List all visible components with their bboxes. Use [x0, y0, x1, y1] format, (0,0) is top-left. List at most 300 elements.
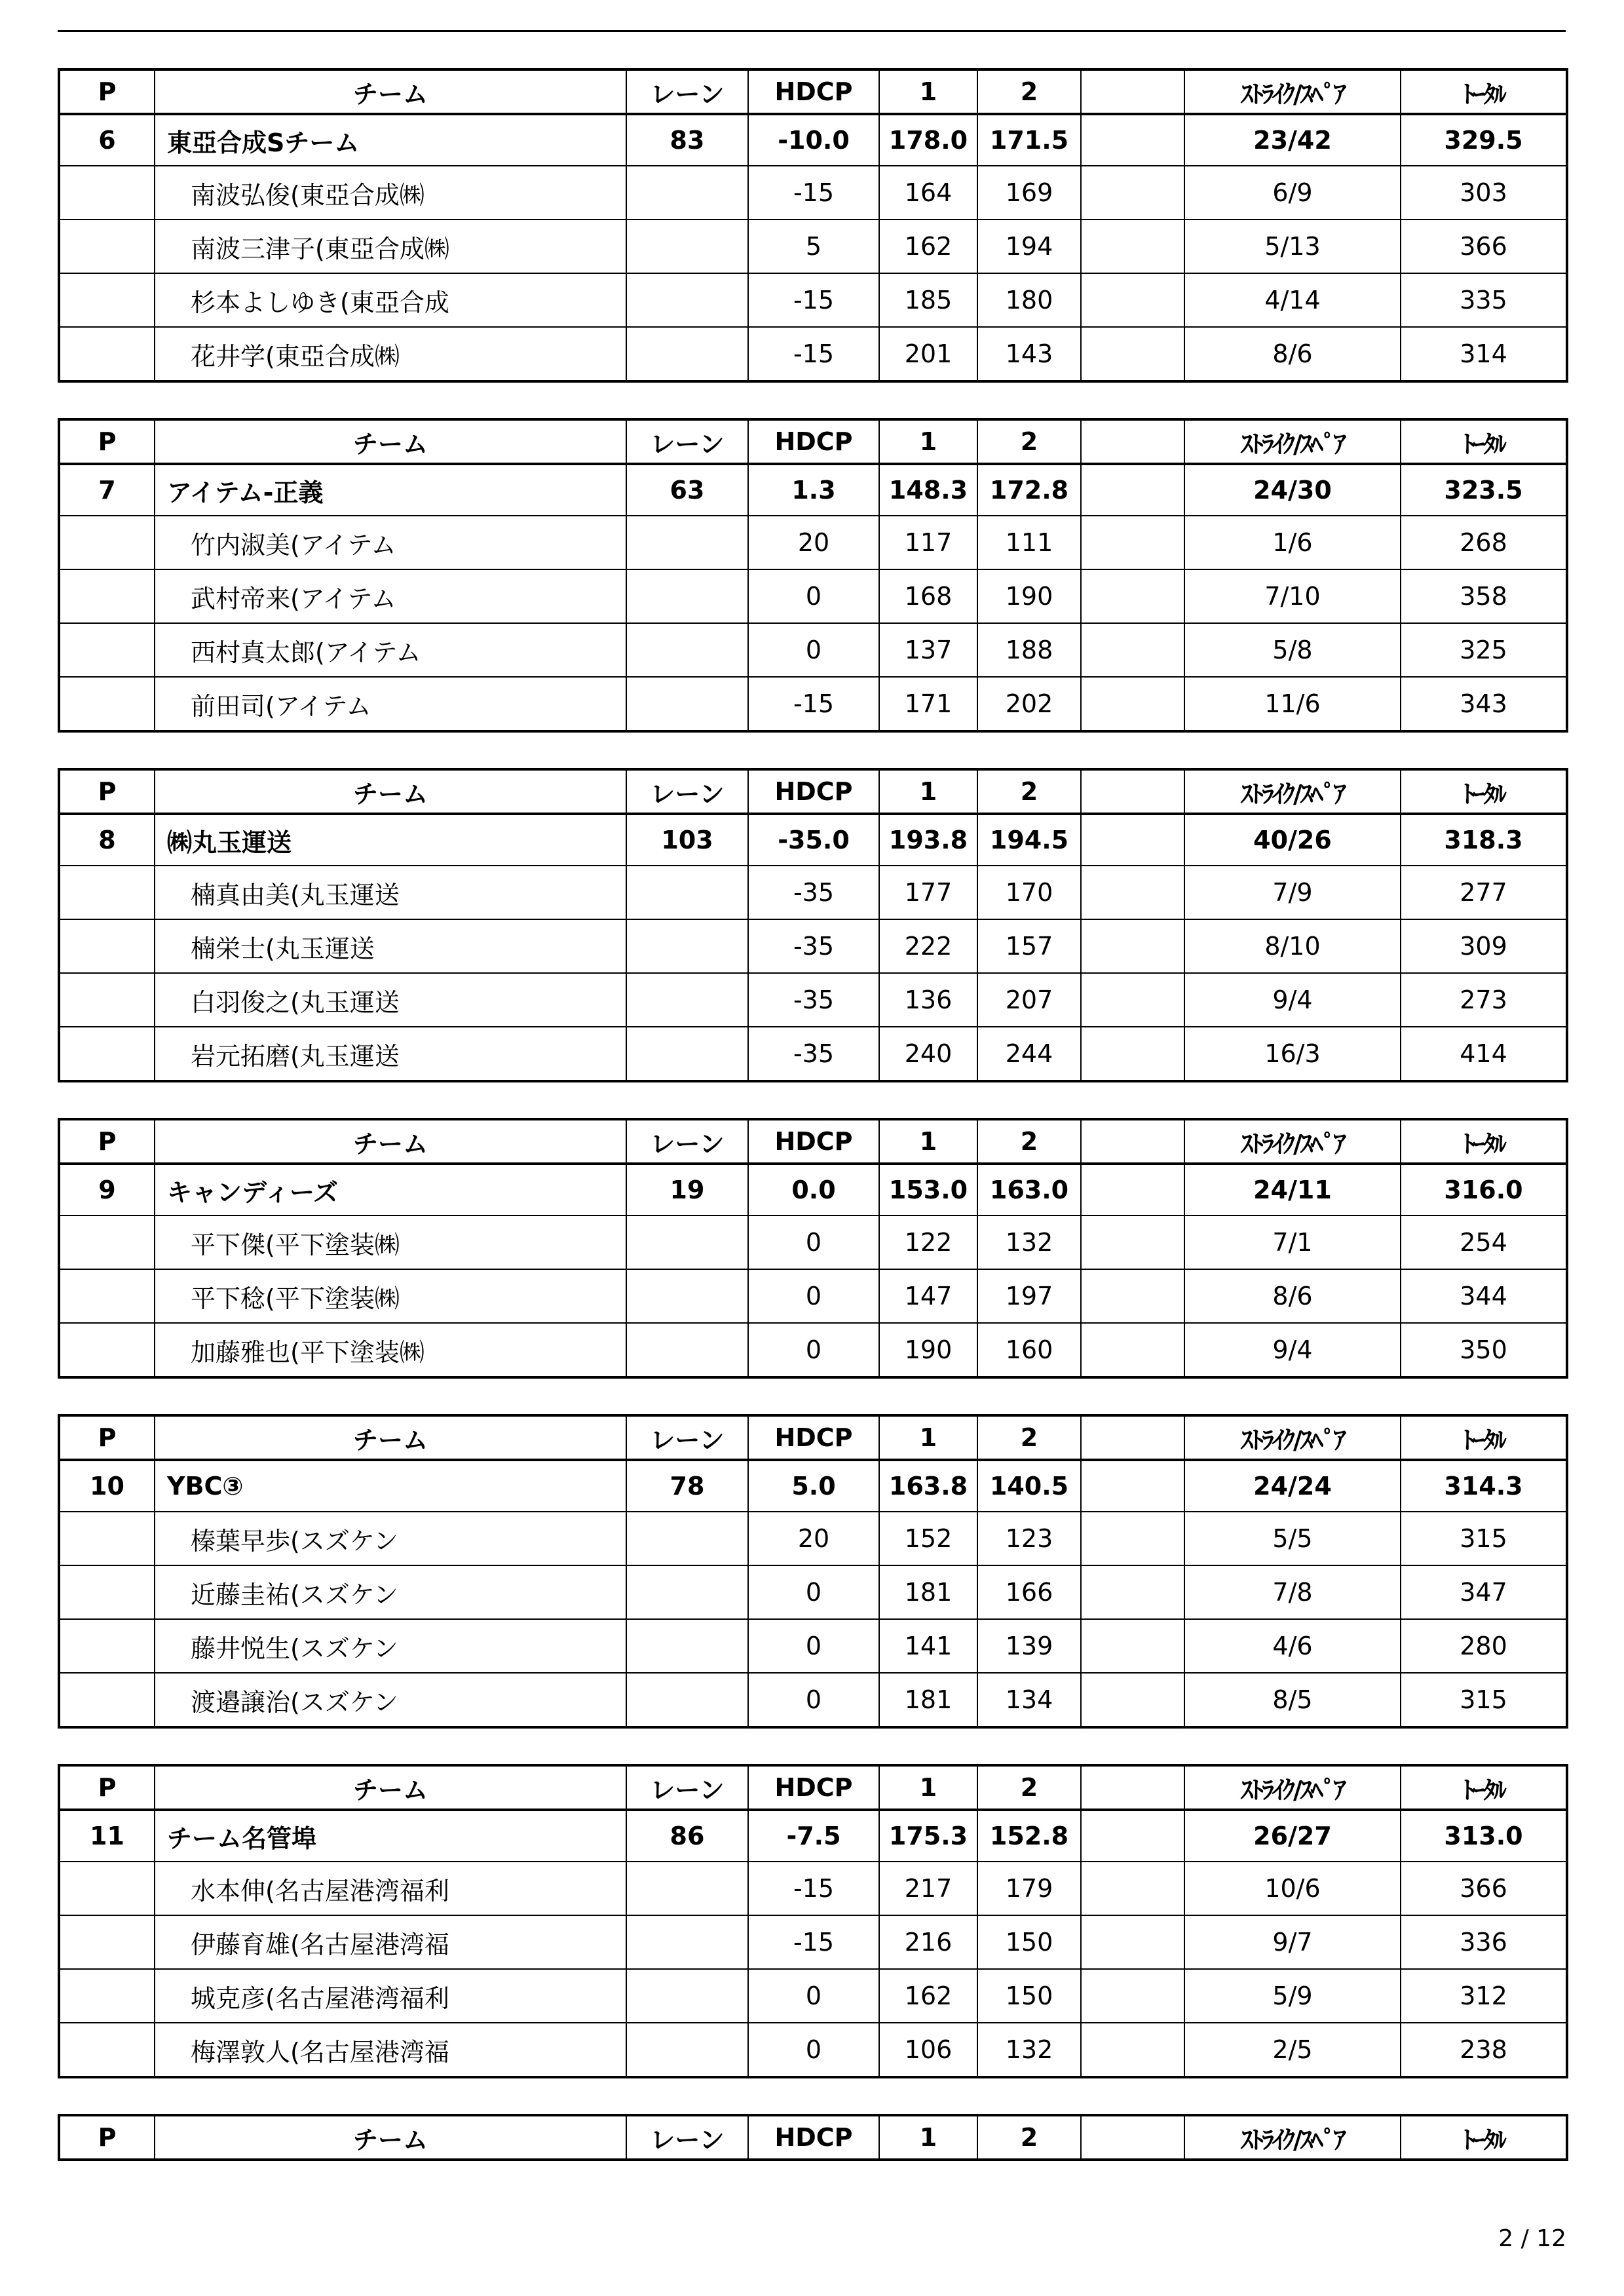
member-name: 平下傑(平下塗装㈱: [155, 1215, 626, 1269]
header-blank: [1081, 69, 1184, 114]
header-g2: 2: [977, 419, 1081, 464]
member-hdcp: -15: [748, 327, 879, 381]
member-blank: [1081, 516, 1184, 569]
header-blank: [1081, 1765, 1184, 1810]
member-blank: [1081, 623, 1184, 677]
team-row: [59, 814, 1567, 866]
member-game1: 122: [879, 1215, 977, 1269]
member-game2: 132: [977, 2023, 1081, 2077]
member-strike-spare: 9/7: [1184, 1915, 1401, 1969]
member-game1: 190: [879, 1323, 977, 1377]
header-strike: ｽﾄﾗｲｸ/ｽﾍﾟｱ: [1184, 419, 1401, 464]
member-name: 城克彦(名古屋港湾福利: [155, 1969, 626, 2023]
member-strike-spare: 8/6: [1184, 1269, 1401, 1323]
results-tables: [58, 68, 1566, 2196]
header-hdcp: HDCP: [748, 2115, 879, 2160]
member-total: 366: [1401, 1862, 1567, 1915]
team-name: キャンディーズ: [155, 1164, 626, 1215]
member-position: [59, 1512, 155, 1565]
member-strike-spare: 10/6: [1184, 1862, 1401, 1915]
member-hdcp: 0: [748, 623, 879, 677]
member-blank: [1081, 1215, 1184, 1269]
header-total: ﾄｰﾀﾙ: [1401, 1119, 1567, 1164]
member-row: [59, 1027, 1567, 1081]
team-hdcp: -35.0: [748, 814, 879, 866]
member-hdcp: -15: [748, 273, 879, 327]
member-position: [59, 919, 155, 973]
team-game1: 163.8: [879, 1460, 977, 1512]
header-p: P: [59, 419, 155, 464]
team-strike-spare: 24/11: [1184, 1164, 1401, 1215]
team-game1: 178.0: [879, 114, 977, 166]
header-row: [59, 1415, 1567, 1460]
member-total: 366: [1401, 220, 1567, 273]
member-strike-spare: 7/10: [1184, 569, 1401, 623]
header-total: ﾄｰﾀﾙ: [1401, 1415, 1567, 1460]
member-blank: [1081, 919, 1184, 973]
member-position: [59, 1215, 155, 1269]
team-blank: [1081, 1810, 1184, 1862]
member-position: [59, 677, 155, 731]
header-hdcp: HDCP: [748, 1765, 879, 1810]
member-game2: 188: [977, 623, 1081, 677]
team-game1: 193.8: [879, 814, 977, 866]
member-blank: [1081, 166, 1184, 220]
team-total: 318.3: [1401, 814, 1567, 866]
team-blank: [1081, 1164, 1184, 1215]
member-name: 楠栄士(丸玉運送: [155, 919, 626, 973]
member-total: 347: [1401, 1565, 1567, 1619]
member-game2: 202: [977, 677, 1081, 731]
member-name: 伊藤育雄(名古屋港湾福: [155, 1915, 626, 1969]
header-g1: 1: [879, 69, 977, 114]
member-total: 325: [1401, 623, 1567, 677]
header-strike: ｽﾄﾗｲｸ/ｽﾍﾟｱ: [1184, 2115, 1401, 2160]
team-result-table: [58, 1764, 1568, 2078]
member-name: 白羽俊之(丸玉運送: [155, 973, 626, 1027]
member-position: [59, 1565, 155, 1619]
member-strike-spare: 7/1: [1184, 1215, 1401, 1269]
team-position: 6: [59, 114, 155, 166]
member-total: 358: [1401, 569, 1567, 623]
header-g1: 1: [879, 1415, 977, 1460]
header-blank: [1081, 1119, 1184, 1164]
team-name: アイテム-正義: [155, 464, 626, 516]
member-game2: 139: [977, 1619, 1081, 1673]
member-strike-spare: 8/5: [1184, 1673, 1401, 1727]
member-game1: 222: [879, 919, 977, 973]
member-blank: [1081, 220, 1184, 273]
member-strike-spare: 5/8: [1184, 623, 1401, 677]
member-lane: [626, 1969, 748, 2023]
team-game1: 148.3: [879, 464, 977, 516]
header-team: チーム: [155, 419, 626, 464]
member-total: 309: [1401, 919, 1567, 973]
member-lane: [626, 973, 748, 1027]
team-row: [59, 464, 1567, 516]
team-position: 7: [59, 464, 155, 516]
team-lane: 86: [626, 1810, 748, 1862]
member-name: 竹内淑美(アイテム: [155, 516, 626, 569]
header-p: P: [59, 1765, 155, 1810]
header-g1: 1: [879, 1119, 977, 1164]
member-game2: 197: [977, 1269, 1081, 1323]
member-row: [59, 1619, 1567, 1673]
header-lane: レーン: [626, 1765, 748, 1810]
team-position: 9: [59, 1164, 155, 1215]
member-row: [59, 1215, 1567, 1269]
member-row: [59, 919, 1567, 973]
member-strike-spare: 6/9: [1184, 166, 1401, 220]
team-result-table: [58, 768, 1568, 1082]
member-blank: [1081, 1862, 1184, 1915]
member-game2: 111: [977, 516, 1081, 569]
member-position: [59, 1027, 155, 1081]
member-lane: [626, 1915, 748, 1969]
header-strike: ｽﾄﾗｲｸ/ｽﾍﾟｱ: [1184, 69, 1401, 114]
member-total: 280: [1401, 1619, 1567, 1673]
team-result-table: [58, 2114, 1568, 2161]
member-name: 梅澤敦人(名古屋港湾福: [155, 2023, 626, 2077]
member-lane: [626, 1269, 748, 1323]
team-lane: 78: [626, 1460, 748, 1512]
member-strike-spare: 5/5: [1184, 1512, 1401, 1565]
member-blank: [1081, 1323, 1184, 1377]
member-hdcp: -35: [748, 1027, 879, 1081]
team-result-table: [58, 1118, 1568, 1379]
member-game1: 217: [879, 1862, 977, 1915]
member-name: 平下稔(平下塗装㈱: [155, 1269, 626, 1323]
team-row: [59, 114, 1567, 166]
header-g1: 1: [879, 1765, 977, 1810]
member-game2: 179: [977, 1862, 1081, 1915]
member-hdcp: 20: [748, 516, 879, 569]
header-total: ﾄｰﾀﾙ: [1401, 769, 1567, 814]
member-game2: 207: [977, 973, 1081, 1027]
team-blank: [1081, 464, 1184, 516]
member-lane: [626, 1565, 748, 1619]
member-lane: [626, 1323, 748, 1377]
member-game2: 134: [977, 1673, 1081, 1727]
member-row: [59, 1862, 1567, 1915]
member-strike-spare: 1/6: [1184, 516, 1401, 569]
member-position: [59, 1619, 155, 1673]
member-hdcp: 0: [748, 1269, 879, 1323]
team-strike-spare: 23/42: [1184, 114, 1401, 166]
member-game2: 194: [977, 220, 1081, 273]
member-blank: [1081, 327, 1184, 381]
member-position: [59, 220, 155, 273]
member-hdcp: 0: [748, 1673, 879, 1727]
member-name: 近藤圭祐(スズケン: [155, 1565, 626, 1619]
member-lane: [626, 1215, 748, 1269]
member-lane: [626, 623, 748, 677]
member-strike-spare: 7/9: [1184, 866, 1401, 919]
header-lane: レーン: [626, 769, 748, 814]
team-total: 316.0: [1401, 1164, 1567, 1215]
member-strike-spare: 4/14: [1184, 273, 1401, 327]
member-total: 277: [1401, 866, 1567, 919]
member-position: [59, 1915, 155, 1969]
member-total: 336: [1401, 1915, 1567, 1969]
header-row: [59, 1765, 1567, 1810]
member-game2: 123: [977, 1512, 1081, 1565]
team-name: YBC③: [155, 1460, 626, 1512]
member-game1: 177: [879, 866, 977, 919]
header-hdcp: HDCP: [748, 1119, 879, 1164]
member-blank: [1081, 273, 1184, 327]
member-lane: [626, 677, 748, 731]
member-row: [59, 1323, 1567, 1377]
member-lane: [626, 2023, 748, 2077]
member-blank: [1081, 1969, 1184, 2023]
header-team: チーム: [155, 1119, 626, 1164]
header-total: ﾄｰﾀﾙ: [1401, 1765, 1567, 1810]
team-strike-spare: 24/24: [1184, 1460, 1401, 1512]
header-lane: レーン: [626, 1119, 748, 1164]
member-blank: [1081, 1619, 1184, 1673]
member-game2: 157: [977, 919, 1081, 973]
member-game1: 162: [879, 1969, 977, 2023]
member-blank: [1081, 973, 1184, 1027]
member-hdcp: 0: [748, 1215, 879, 1269]
member-game2: 160: [977, 1323, 1081, 1377]
member-blank: [1081, 2023, 1184, 2077]
header-p: P: [59, 1119, 155, 1164]
header-blank: [1081, 769, 1184, 814]
member-total: 315: [1401, 1673, 1567, 1727]
member-name: 岩元拓磨(丸玉運送: [155, 1027, 626, 1081]
team-game2: 172.8: [977, 464, 1081, 516]
team-total: 323.5: [1401, 464, 1567, 516]
header-g2: 2: [977, 1119, 1081, 1164]
member-lane: [626, 919, 748, 973]
member-row: [59, 220, 1567, 273]
team-position: 8: [59, 814, 155, 866]
header-hdcp: HDCP: [748, 769, 879, 814]
member-total: 312: [1401, 1969, 1567, 2023]
member-hdcp: -15: [748, 677, 879, 731]
member-blank: [1081, 569, 1184, 623]
member-row: [59, 569, 1567, 623]
team-blank: [1081, 1460, 1184, 1512]
member-total: 303: [1401, 166, 1567, 220]
header-team: チーム: [155, 69, 626, 114]
team-row: [59, 1810, 1567, 1862]
team-strike-spare: 40/26: [1184, 814, 1401, 866]
team-row: [59, 1460, 1567, 1512]
header-team: チーム: [155, 769, 626, 814]
member-name: 楠真由美(丸玉運送: [155, 866, 626, 919]
member-name: 榛葉早歩(スズケン: [155, 1512, 626, 1565]
team-result-table: [58, 68, 1568, 383]
member-row: [59, 1915, 1567, 1969]
member-row: [59, 1565, 1567, 1619]
member-game1: 181: [879, 1565, 977, 1619]
header-hdcp: HDCP: [748, 419, 879, 464]
member-strike-spare: 4/6: [1184, 1619, 1401, 1673]
member-total: 254: [1401, 1215, 1567, 1269]
header-hdcp: HDCP: [748, 1415, 879, 1460]
member-blank: [1081, 1673, 1184, 1727]
header-g2: 2: [977, 769, 1081, 814]
member-row: [59, 327, 1567, 381]
member-hdcp: 0: [748, 569, 879, 623]
team-lane: 83: [626, 114, 748, 166]
member-strike-spare: 9/4: [1184, 1323, 1401, 1377]
member-total: 314: [1401, 327, 1567, 381]
header-g1: 1: [879, 2115, 977, 2160]
member-game1: 185: [879, 273, 977, 327]
member-position: [59, 1323, 155, 1377]
member-hdcp: -15: [748, 166, 879, 220]
member-game1: 136: [879, 973, 977, 1027]
member-name: 前田司(アイテム: [155, 677, 626, 731]
member-name: 渡邉譲治(スズケン: [155, 1673, 626, 1727]
member-game1: 240: [879, 1027, 977, 1081]
member-game2: 150: [977, 1915, 1081, 1969]
team-hdcp: 5.0: [748, 1460, 879, 1512]
member-game1: 152: [879, 1512, 977, 1565]
member-position: [59, 2023, 155, 2077]
header-lane: レーン: [626, 1415, 748, 1460]
header-row: [59, 769, 1567, 814]
header-team: チーム: [155, 1415, 626, 1460]
member-game1: 171: [879, 677, 977, 731]
team-name: ㈱丸玉運送: [155, 814, 626, 866]
member-row: [59, 866, 1567, 919]
header-team: チーム: [155, 1765, 626, 1810]
member-total: 350: [1401, 1323, 1567, 1377]
member-hdcp: 5: [748, 220, 879, 273]
member-blank: [1081, 1269, 1184, 1323]
member-name: 花井学(東亞合成㈱: [155, 327, 626, 381]
header-g2: 2: [977, 2115, 1081, 2160]
team-game2: 140.5: [977, 1460, 1081, 1512]
top-rule: [58, 30, 1566, 32]
header-p: P: [59, 1415, 155, 1460]
member-row: [59, 273, 1567, 327]
team-hdcp: 0.0: [748, 1164, 879, 1215]
team-result-table: [58, 1414, 1568, 1729]
member-total: 268: [1401, 516, 1567, 569]
member-name: 加藤雅也(平下塗装㈱: [155, 1323, 626, 1377]
member-lane: [626, 1862, 748, 1915]
member-position: [59, 1269, 155, 1323]
member-position: [59, 973, 155, 1027]
member-blank: [1081, 1565, 1184, 1619]
header-blank: [1081, 1415, 1184, 1460]
member-game2: 166: [977, 1565, 1081, 1619]
header-g2: 2: [977, 1765, 1081, 1810]
team-lane: 63: [626, 464, 748, 516]
member-lane: [626, 1673, 748, 1727]
team-name: チーム名管埠: [155, 1810, 626, 1862]
member-name: 南波弘俊(東亞合成㈱: [155, 166, 626, 220]
member-row: [59, 516, 1567, 569]
team-lane: 19: [626, 1164, 748, 1215]
header-blank: [1081, 419, 1184, 464]
member-game2: 170: [977, 866, 1081, 919]
header-lane: レーン: [626, 69, 748, 114]
member-strike-spare: 7/8: [1184, 1565, 1401, 1619]
member-game1: 137: [879, 623, 977, 677]
member-lane: [626, 516, 748, 569]
header-p: P: [59, 69, 155, 114]
member-lane: [626, 1512, 748, 1565]
member-position: [59, 327, 155, 381]
header-hdcp: HDCP: [748, 69, 879, 114]
team-position: 10: [59, 1460, 155, 1512]
header-row: [59, 69, 1567, 114]
member-lane: [626, 569, 748, 623]
member-hdcp: 0: [748, 1565, 879, 1619]
member-lane: [626, 866, 748, 919]
header-total: ﾄｰﾀﾙ: [1401, 69, 1567, 114]
team-lane: 103: [626, 814, 748, 866]
header-p: P: [59, 769, 155, 814]
member-row: [59, 2023, 1567, 2077]
member-strike-spare: 9/4: [1184, 973, 1401, 1027]
team-total: 329.5: [1401, 114, 1567, 166]
member-game2: 180: [977, 273, 1081, 327]
member-name: 南波三津子(東亞合成㈱: [155, 220, 626, 273]
header-blank: [1081, 2115, 1184, 2160]
member-lane: [626, 166, 748, 220]
team-hdcp: -10.0: [748, 114, 879, 166]
team-game2: 163.0: [977, 1164, 1081, 1215]
member-strike-spare: 11/6: [1184, 677, 1401, 731]
header-strike: ｽﾄﾗｲｸ/ｽﾍﾟｱ: [1184, 1119, 1401, 1164]
team-blank: [1081, 114, 1184, 166]
member-lane: [626, 273, 748, 327]
header-p: P: [59, 2115, 155, 2160]
member-lane: [626, 1027, 748, 1081]
member-hdcp: -35: [748, 973, 879, 1027]
member-lane: [626, 220, 748, 273]
member-row: [59, 677, 1567, 731]
member-total: 335: [1401, 273, 1567, 327]
member-position: [59, 1862, 155, 1915]
member-row: [59, 1673, 1567, 1727]
header-g1: 1: [879, 419, 977, 464]
member-position: [59, 273, 155, 327]
member-game2: 244: [977, 1027, 1081, 1081]
header-g2: 2: [977, 1415, 1081, 1460]
header-strike: ｽﾄﾗｲｸ/ｽﾍﾟｱ: [1184, 769, 1401, 814]
team-game2: 194.5: [977, 814, 1081, 866]
team-strike-spare: 24/30: [1184, 464, 1401, 516]
member-hdcp: -35: [748, 866, 879, 919]
member-game1: 164: [879, 166, 977, 220]
team-game2: 152.8: [977, 1810, 1081, 1862]
member-blank: [1081, 866, 1184, 919]
member-strike-spare: 2/5: [1184, 2023, 1401, 2077]
member-game2: 169: [977, 166, 1081, 220]
team-game1: 175.3: [879, 1810, 977, 1862]
member-position: [59, 569, 155, 623]
member-game1: 181: [879, 1673, 977, 1727]
header-team: チーム: [155, 2115, 626, 2160]
member-position: [59, 866, 155, 919]
header-lane: レーン: [626, 2115, 748, 2160]
member-lane: [626, 1619, 748, 1673]
team-total: 313.0: [1401, 1810, 1567, 1862]
header-row: [59, 1119, 1567, 1164]
member-game1: 141: [879, 1619, 977, 1673]
team-strike-spare: 26/27: [1184, 1810, 1401, 1862]
member-strike-spare: 5/9: [1184, 1969, 1401, 2023]
